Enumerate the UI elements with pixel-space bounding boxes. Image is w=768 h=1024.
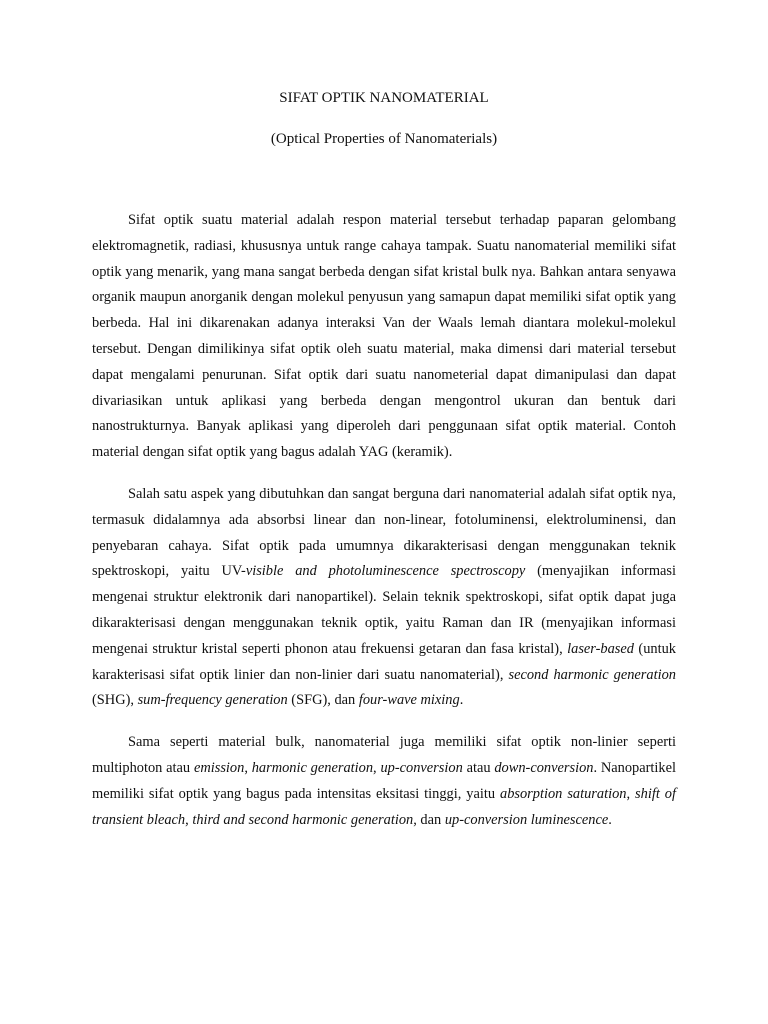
text-run: . (608, 811, 612, 828)
text-run: Sama seperti material bulk, nanomaterial juga memiliki sifat optik non-linier seperti multiphoton atau (92, 734, 676, 776)
text-run: . (459, 692, 464, 709)
text-run: atau (462, 759, 495, 776)
text-run: , (185, 811, 193, 828)
text-run: Sifat optik suatu material adalah respon material tersebut terhadap paparan gelombang elektromagnetik, radiasi, khususnya untuk range cahaya tampak. Suatu nanomaterial memiliki sifat optik yang menarik, yang mana sangat berbeda dengan sifat kristal bulk nya. Bahkan antara senyawa organik maupun anorganik dengan molekul penyusun yang samapun dapat memiliki sifat optik yang berbeda. Hal ini dikarenakan adanya interaksi Van der Waals lemah diantara molekul-molekul tersebut. Dengan dimilikinya sifat optik oleh suatu material, maka dimensi dari material tersebut dapat mengalami penurunan. Sifat optik dari suatu nanometerial dapat dimanipulasi dan dapat divariasikan untuk aplikasi yang berbeda dengan mengontrol ukuran dan bentuk dari nanostrukturnya. Banyak aplikasi yang diperoleh dari penggunaan sifat optik material. Contoh material dengan sifat optik yang bagus adalah YAG (keramik). (92, 212, 676, 461)
paragraph-3 (92, 730, 676, 833)
document-title: SIFAT OPTIK NANOMATERIAL (279, 90, 489, 106)
text-run: , dan (413, 811, 445, 828)
italic-term: sum-frequency generation (137, 692, 288, 709)
text-run: , (244, 759, 252, 776)
italic-term: laser-based (567, 640, 634, 657)
text-run: , (373, 759, 381, 776)
italic-term: harmonic generation (251, 759, 374, 776)
italic-term: visible and photoluminescence spectroscopy (245, 563, 526, 580)
italic-term: down-conversion (494, 759, 594, 776)
italic-term: third and second harmonic generation (192, 811, 414, 828)
text-run: (untuk karakterisasi sifat optik linier dan non-linier dari suatu nanomaterial), (92, 640, 676, 683)
italic-term: four-wave mixing (358, 692, 460, 709)
italic-term: emission (193, 759, 245, 776)
italic-term: up-conversion luminescence (444, 811, 609, 828)
document-body (92, 208, 676, 849)
text-run: (menyajikan informasi mengenai struktur elektronik dari nanopartikel). Selain teknik spektroskopi, sifat optik dapat juga dikarakterisasi dengan menggunakan teknik optik, yaitu Raman dan IR (menyajikan informasi mengenai struktur kristal seperti phonon atau frekuensi getaran dan fasa kristal), (92, 563, 676, 657)
text-run: , (626, 785, 636, 802)
text-run: (SHG), (92, 692, 138, 709)
paragraph-2 (92, 482, 676, 714)
italic-term: absorption saturation (500, 785, 627, 802)
paragraph-1 (92, 208, 676, 466)
italic-term: second harmonic generation (508, 666, 676, 683)
text-run: Salah satu aspek yang dibutuhkan dan sangat berguna dari nanomaterial adalah sifat optik nya, termasuk didalamnya ada absorbsi linear dan non-linear, fotoluminensi, elektroluminensi, dan penyebaran cahaya. Sifat optik pada umumnya dikarakterisasi dengan menggunakan teknik spektroskopi, yaitu UV- (92, 485, 676, 580)
italic-term: shift of transient bleach (92, 785, 676, 828)
text-run: (SFG), dan (287, 692, 359, 709)
document-subtitle: (Optical Properties of Nanomaterials) (270, 131, 498, 147)
text-run: . Nanopartikel memiliki sifat optik yang bagus pada intensitas eksitasi tinggi, yaitu (92, 759, 676, 802)
italic-term: up-conversion (380, 759, 463, 776)
